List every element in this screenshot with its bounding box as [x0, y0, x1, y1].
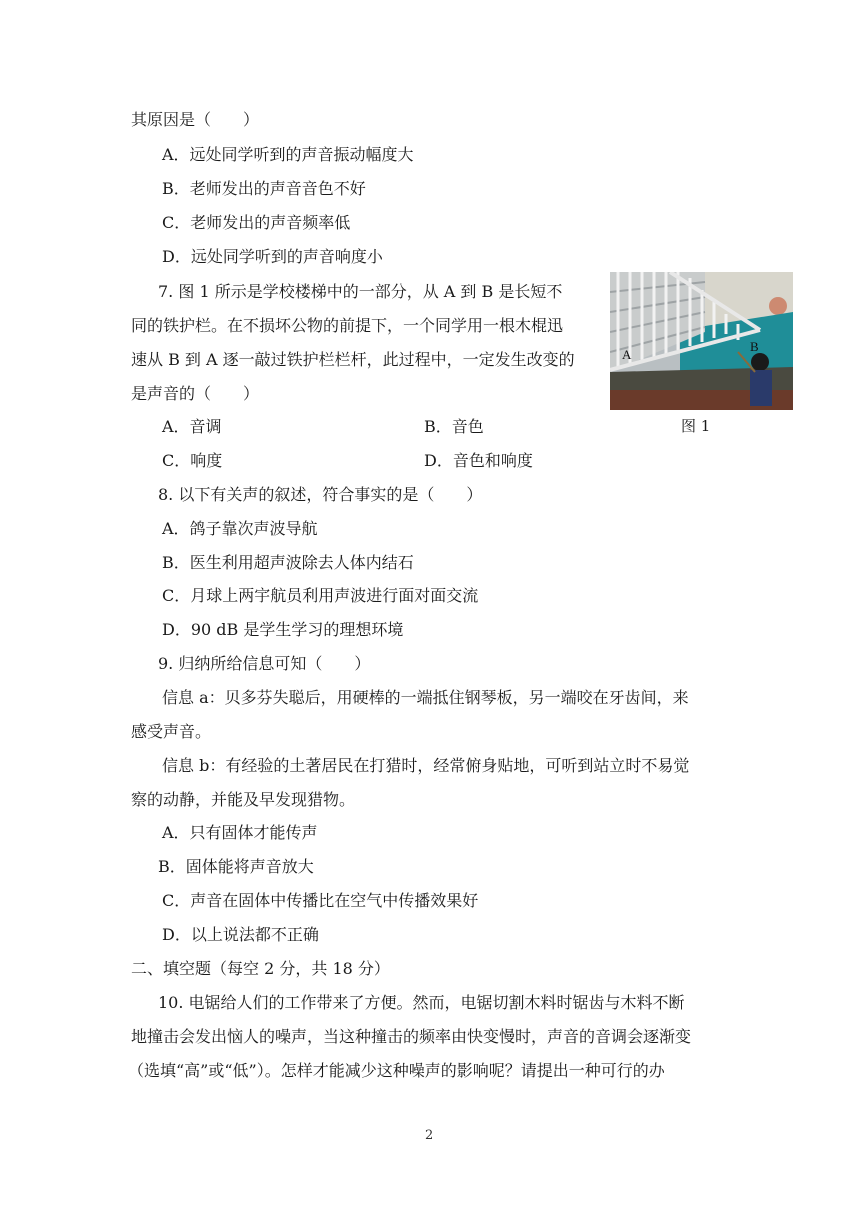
label-b: B — [750, 339, 759, 354]
question-7: 7. 图 1 所示是学校楼梯中的一部分，从 A 到 B 是长短不 — [158, 282, 563, 301]
option-b: B．音色 — [424, 417, 484, 436]
option-d: D．音色和响度 — [424, 451, 533, 470]
option-b: B．固体能将声音放大 — [158, 857, 314, 876]
option-a: A．音调 — [162, 417, 222, 436]
text-line: （选填“高”或“低”）。怎样才能减少这种噪声的影响呢？请提出一种可行的办 — [128, 1061, 665, 1080]
text-line: 察的动静，并能及早发现猎物。 — [131, 790, 356, 809]
section-heading: 二、填空题（每空 2 分，共 18 分） — [131, 959, 390, 978]
option-c: C．老师发出的声音频率低 — [162, 213, 351, 232]
figure-caption: 图 1 — [681, 417, 711, 435]
text-line: 地撞击会发出恼人的噪声，当这种撞击的频率由快变慢时，声音的音调会逐渐变 — [131, 1027, 692, 1046]
label-a: A — [622, 347, 632, 362]
option-c: C．声音在固体中传播比在空气中传播效果好 — [162, 891, 479, 910]
text-line: 速从 B 到 A 逐一敲过铁护栏栏杆，此过程中，一定发生改变的 — [131, 350, 575, 369]
option-d: D．90 dB 是学生学习的理想环境 — [162, 620, 404, 639]
option-d: D．远处同学听到的声音响度小 — [162, 247, 383, 266]
text-line: 是声音的（ ） — [131, 384, 260, 403]
text-line: 感受声音。 — [131, 722, 212, 741]
option-a: A．远处同学听到的声音振动幅度大 — [162, 145, 414, 164]
option-a: A．鸽子靠次声波导航 — [162, 519, 318, 538]
page-number: 2 — [425, 1128, 434, 1143]
option-b: B．医生利用超声波除去人体内结石 — [162, 553, 414, 572]
stair-railing-photo — [610, 272, 793, 410]
question-8: 8. 以下有关声的叙述，符合事实的是（ ） — [158, 485, 483, 504]
option-d: D．以上说法都不正确 — [162, 925, 319, 944]
question-10: 10. 电锯给人们的工作带来了方便。然而，电锯切割木料时锯齿与木料不断 — [158, 993, 685, 1012]
info-b: 信息 b：有经验的土著居民在打猎时，经常俯身贴地，可听到站立时不易觉 — [162, 756, 690, 775]
text-line: 同的铁护栏。在不损坏公物的前提下，一个同学用一根木棍迅 — [131, 316, 564, 335]
question-9: 9. 归纳所给信息可知（ ） — [158, 654, 371, 673]
text-line: 其原因是（ ） — [131, 110, 260, 129]
info-a: 信息 a：贝多芬失聪后，用硬棒的一端抵住钢琴板，另一端咬在牙齿间，来 — [162, 688, 689, 707]
option-c: C．响度 — [162, 451, 223, 470]
option-b: B．老师发出的声音音色不好 — [162, 179, 366, 198]
option-c: C．月球上两宇航员利用声波进行面对面交流 — [162, 586, 479, 605]
option-a: A．只有固体才能传声 — [162, 823, 318, 842]
